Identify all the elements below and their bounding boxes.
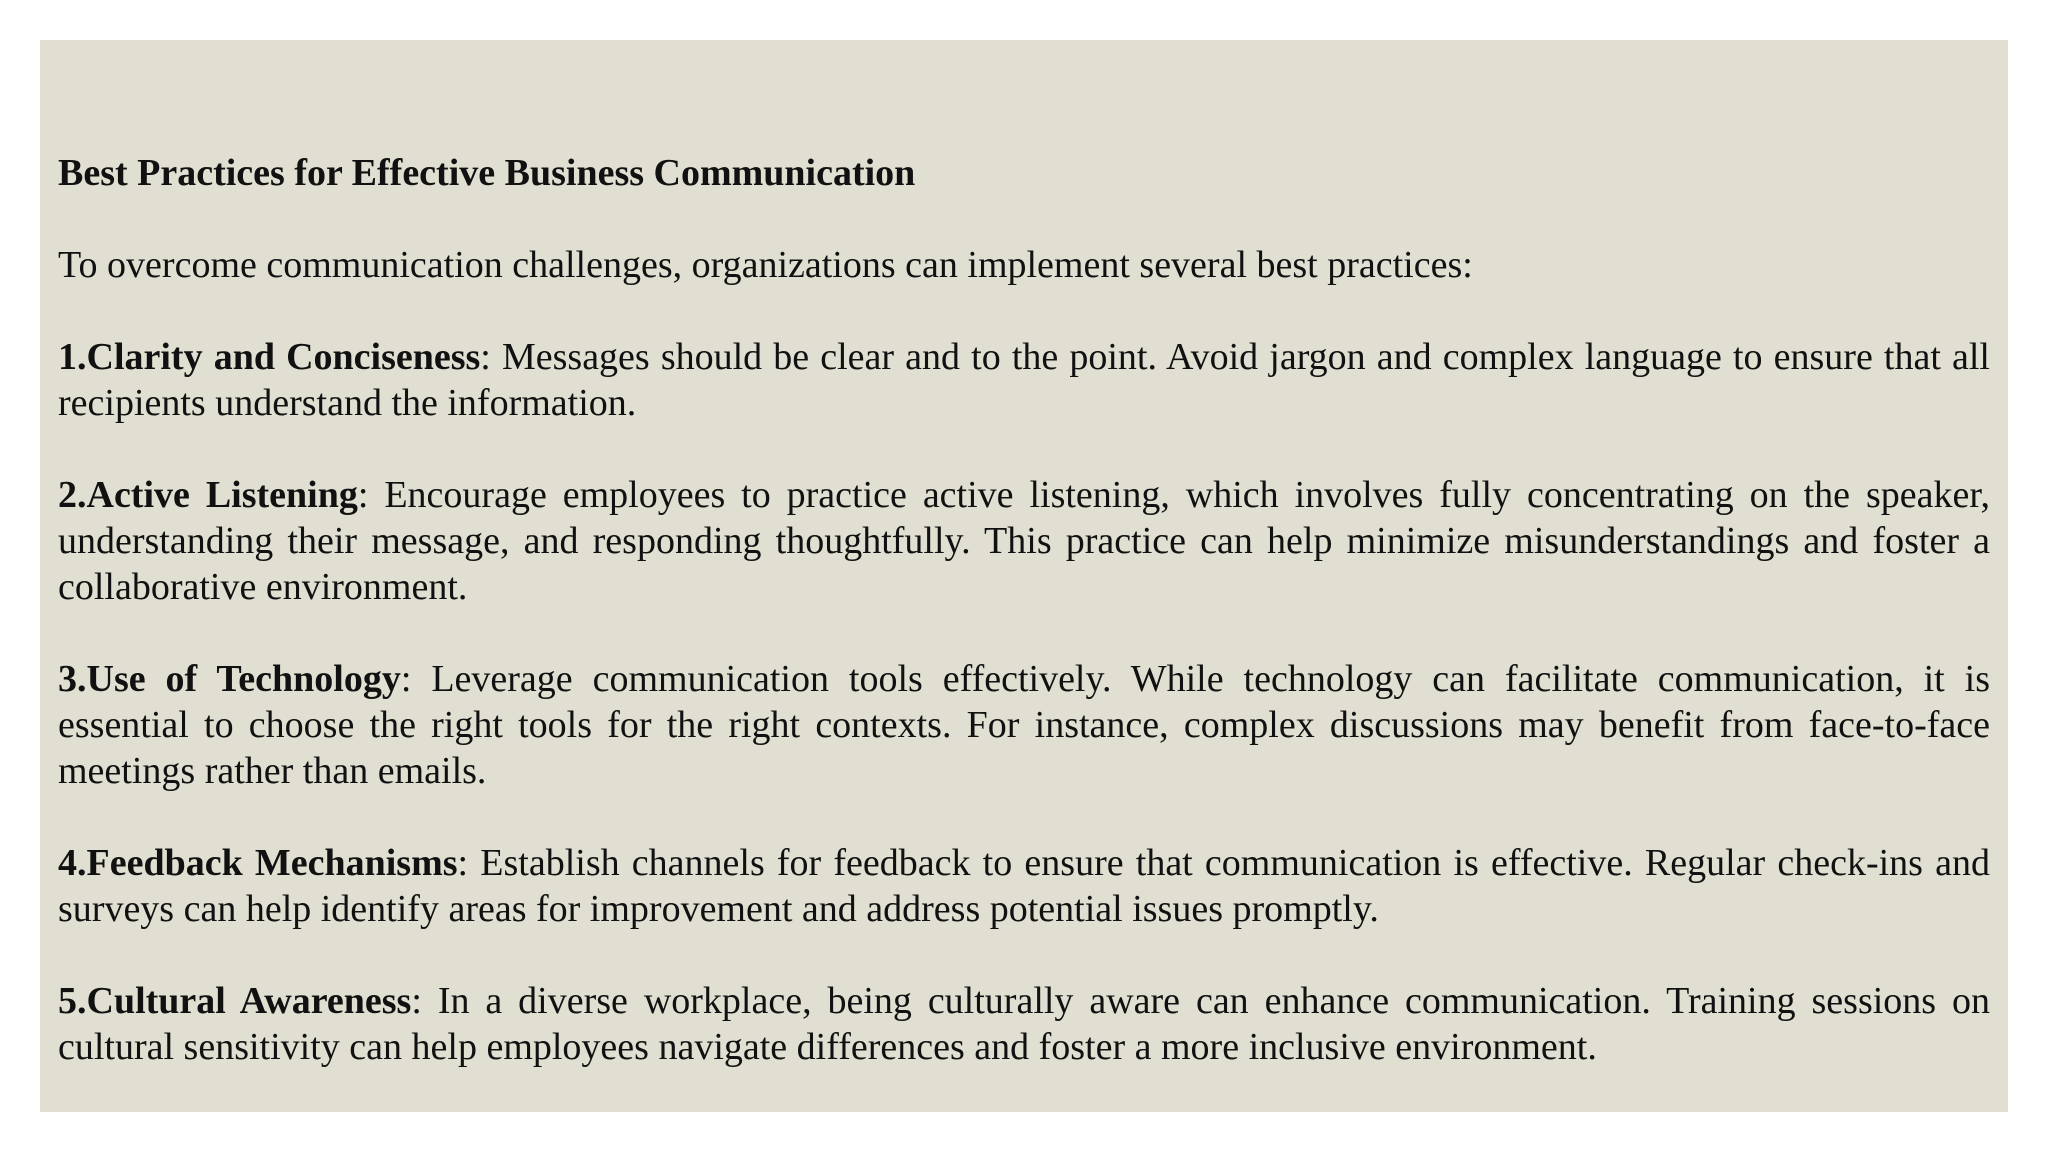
list-item-text: : Establish channels for feedback to ensure that communication is effective. Regular check-ins and surveys can help identify areas for improvement and address potential issues promptly. <box>58 842 1990 930</box>
list-item-text: : In a diverse workplace, being culturally aware can enhance communication. Training sessions on cultural sensitivity can help employees navigate differences and foster a more inclusive environment. <box>58 980 1990 1068</box>
list-item-text: : Messages should be clear and to the point. Avoid jargon and complex language to ensure that all recipients understand the information. <box>58 336 1990 424</box>
list-item-title: Cultural Awareness <box>86 980 412 1022</box>
document-page <box>40 40 2008 1112</box>
list-item-text: : Encourage employees to practice active listening, which involves fully concentrating on the speaker, understanding their message, and responding thoughtfully. This practice can help minimize misunderstandings and foster a collaborative environment. <box>58 474 1990 608</box>
list-item-title: Active Listening <box>86 474 358 516</box>
list-item-number: 4. <box>58 842 87 884</box>
list-item-number: 5. <box>58 980 87 1022</box>
list-item-number: 3. <box>58 658 87 700</box>
list-item <box>58 978 1990 1070</box>
list-item <box>58 472 1990 610</box>
list-item <box>58 656 1990 794</box>
page-title: Best Practices for Effective Business Communication <box>58 152 916 194</box>
list-item-heading <box>58 980 411 1022</box>
list-item-title: Feedback Mechanisms <box>86 842 458 884</box>
list-item <box>58 334 1990 426</box>
list-item-title: Use of Technology <box>86 658 401 700</box>
list-item-title: Clarity and Conciseness <box>86 336 481 378</box>
document-content <box>58 150 1990 1070</box>
list-item-number: 2. <box>58 474 87 516</box>
list-item-heading <box>58 842 458 884</box>
list-item-number: 1. <box>58 336 87 378</box>
intro-paragraph: To overcome communication challenges, organizations can implement several best practices: <box>58 244 1473 286</box>
list-item-text: : Leverage communication tools effectively. While technology can facilitate communication, it is essential to choose the right tools for the right contexts. For instance, complex discussions may benefit from face-to-face meetings rather than emails. <box>58 658 1991 792</box>
list-item-heading <box>58 336 480 378</box>
list-item <box>58 840 1990 932</box>
list-item-heading <box>58 474 358 516</box>
list-item-heading <box>58 658 401 700</box>
